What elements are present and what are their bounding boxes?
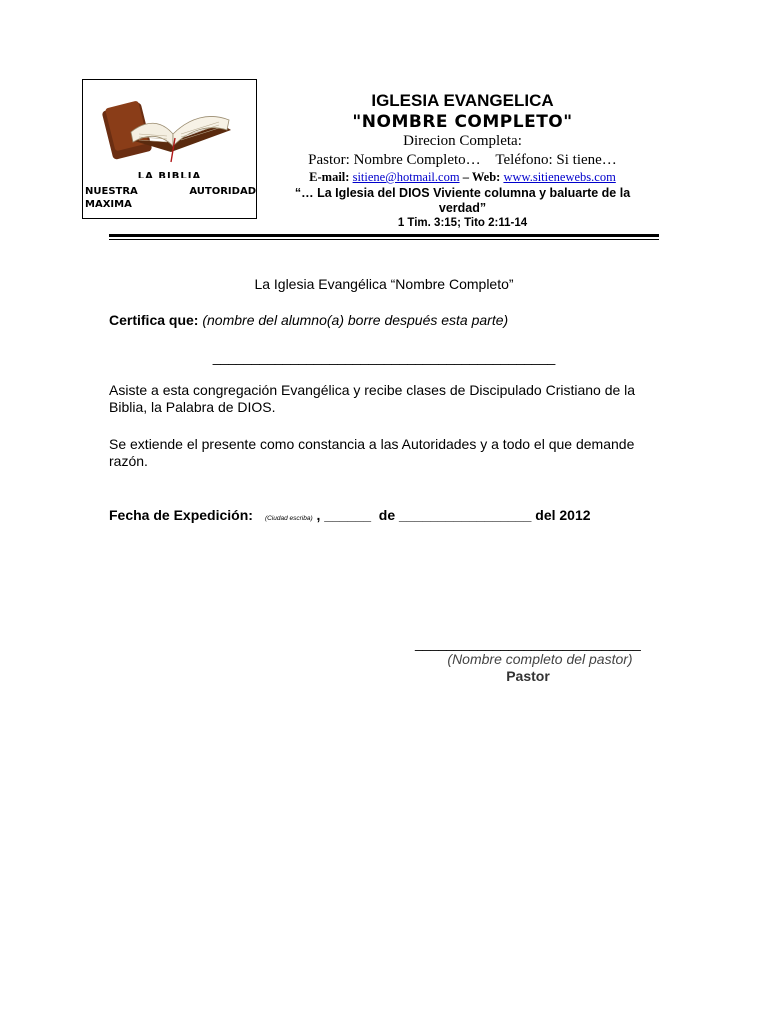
church-address: Direcion Completa: [403, 133, 522, 149]
issue-date-line [109, 507, 591, 527]
header-rule-thin [109, 239, 659, 240]
logo-caption-line2: MAXIMA [85, 199, 132, 210]
signature-line: _____________________________ [415, 635, 641, 651]
student-name-line: ____________________________________________ [212, 349, 556, 365]
paragraph-attendance: Asiste a esta congregación Evangélica y recibe clases de Discipulado Cristiano de la Biblia, la Palabra de DIOS. [109, 382, 636, 415]
verse-reference: 1 Tim. 3:15; Tito 2:11-14 [397, 217, 528, 229]
church-name: "NOMBRE COMPLETO" [352, 112, 573, 132]
issue-date-blanks: , ______ de _________________ del 2012 [312, 507, 591, 523]
pastor-role: Pastor [506, 668, 550, 684]
pastor-name-placeholder: (Nombre completo del pastor) [447, 651, 633, 667]
logo-caption-left: NUESTRA [85, 186, 138, 197]
web-label: – Web: [459, 170, 504, 184]
certifica-line [109, 312, 508, 329]
header-rule-thick [109, 234, 659, 237]
logo-box [82, 79, 257, 219]
issue-city-note: (Ciudad escriba) [264, 515, 313, 522]
certificate-heading: La Iglesia Evangélica “Nombre Completo” [254, 276, 514, 292]
pastor-line: Pastor: Nombre Completo… Teléfono: Si tiene… [308, 152, 617, 168]
verse-quote: “… La Iglesia del DIOS Viviente columna y baluarte de la verdad” [294, 186, 631, 215]
email-label: E-mail: [309, 170, 353, 184]
contact-line [270, 170, 655, 185]
email-link[interactable]: sitiene@hotmail.com [352, 170, 460, 184]
logo-caption [85, 185, 256, 211]
logo-word: LA BIBLIA [137, 172, 202, 178]
web-link[interactable]: www.sitienewebs.com [503, 170, 616, 184]
paragraph-constancia: Se extiende el presente como constancia a las Autoridades y a todo el que demande razón. [109, 436, 635, 469]
logo-caption-right: AUTORIDAD [189, 186, 256, 197]
church-title: IGLESIA EVANGELICA [371, 91, 554, 110]
issue-date-label: Fecha de Expedición: [109, 507, 253, 523]
certifica-note: (nombre del alumno(a) borre después esta parte) [198, 312, 509, 328]
open-bible-icon [101, 90, 241, 166]
certifica-label: Certifica que: [109, 312, 199, 328]
